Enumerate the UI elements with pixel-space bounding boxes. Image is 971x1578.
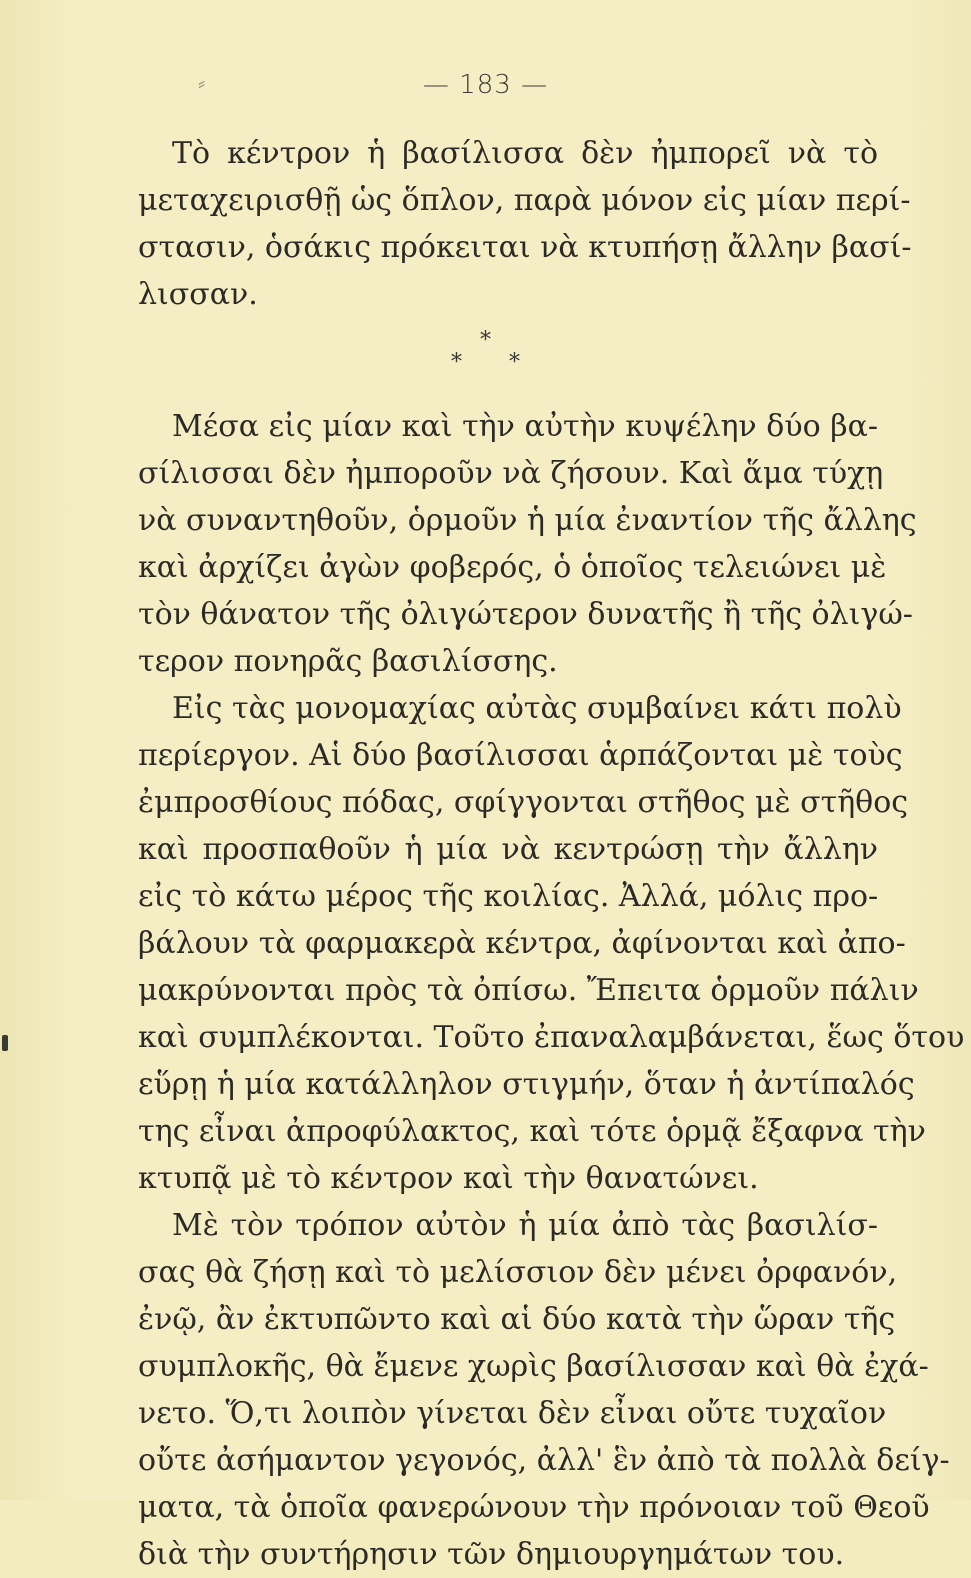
text-line: τερον πονηρᾶς βασιλίσσης.	[138, 644, 558, 679]
text-line: καὶ προσπαθοῦν ἡ μία νὰ κεντρώσῃ τὴν ἄλλην	[138, 832, 878, 867]
text-line: νετο. Ὅ,τι λοιπὸν γίνεται δὲν εἶναι οὔτε τυχαῖον	[138, 1396, 887, 1431]
text-line: βάλουν τὰ φαρμακερὰ κέντρα, ἀφίνονται καὶ ἀπο-	[138, 926, 906, 961]
text-line: καὶ ἀρχίζει ἀγὼν φοβερός, ὁ ὁποῖος τελειώνει μὲ	[138, 550, 887, 585]
paragraph-1	[138, 130, 912, 318]
text-line: εἰς τὸ κάτω μέρος τῆς κοιλίας. Ἀλλά, μόλις προ-	[138, 879, 879, 914]
text-line: Μέσα εἰς μίαν καὶ τὴν αὐτὴν κυψέλην δύο βα-	[172, 409, 878, 444]
corner-mark: ⸗	[198, 71, 206, 96]
text-line: εὕρῃ ἡ μία κατάλληλον στιγμήν, ὅταν ἡ ἀντίπαλός	[138, 1067, 915, 1102]
text-line: οὔτε ἀσήμαντον γεγονός, ἀλλ' ἓν ἀπὸ τὰ πολλὰ δείγ-	[138, 1443, 950, 1478]
page-number: — 183 —	[422, 70, 549, 100]
text-line: λισσαν.	[138, 277, 258, 312]
paragraph-4	[138, 1202, 950, 1578]
text-line: ἐμπροσθίους πόδας, σφίγγονται στῆθος μὲ στῆθος	[138, 785, 909, 820]
text-line: στασιν, ὁσάκις πρόκειται νὰ κτυπήσῃ ἄλλην βασί-	[138, 230, 912, 265]
text-line: ματα, τὰ ὁποῖα φανερώνουν τὴν πρόνοιαν τοῦ Θεοῦ	[138, 1490, 930, 1525]
text-line: κτυπᾷ μὲ τὸ κέντρον καὶ τὴν θανατώνει.	[138, 1161, 759, 1196]
asterism-bottom: * *	[451, 350, 540, 375]
text-line: συμπλοκῆς, θὰ ἔμενε χωρὶς βασίλισσαν καὶ θὰ ἐχά-	[138, 1349, 929, 1384]
text-line: περίεργον. Αἱ δύο βασίλισσαι ἁρπάζονται μὲ τοὺς	[138, 738, 903, 773]
text-line: Μὲ τὸν τρόπον αὐτὸν ἡ μία ἀπὸ τὰς βασιλίσ-	[172, 1208, 878, 1243]
text-line: της εἶναι ἀπροφύλακτος, καὶ τότε ὁρμᾷ ἔξαφνα τὴν	[138, 1114, 926, 1149]
text-line: Εἰς τὰς μονομαχίας αὐτὰς συμβαίνει κάτι πολὺ	[172, 691, 902, 726]
paragraph-2	[138, 403, 917, 685]
text-line: νὰ συναντηθοῦν, ὁρμοῦν ἡ μία ἐναντίον τῆς ἄλλης	[138, 503, 917, 538]
text-line: μεταχειρισθῇ ὡς ὅπλον, παρὰ μόνον εἰς μίαν περί-	[138, 183, 911, 218]
text-line: καὶ συμπλέκονται. Τοῦτο ἐπαναλαμβάνεται, ἕως ὅτου	[138, 1020, 965, 1055]
asterism-top: *	[480, 328, 491, 353]
body-text	[138, 403, 965, 1578]
section-asterism	[0, 330, 971, 374]
text-line: σας θὰ ζήσῃ καὶ τὸ μελίσσιον δὲν μένει ὀρφανόν,	[138, 1255, 898, 1290]
text-line: Τὸ κέντρον ἡ βασίλισσα δὲν ἠμπορεῖ νὰ τὸ	[172, 136, 878, 171]
text-line: διὰ τὴν συντήρησιν τῶν δημιουργημάτων του.	[138, 1537, 845, 1572]
text-line: ἐνῷ, ἂν ἐκτυπῶντο καὶ αἱ δύο κατὰ τὴν ὥραν τῆς	[138, 1302, 896, 1337]
paragraph-3	[138, 685, 965, 1202]
text-line: σίλισσαι δὲν ἠμποροῦν νὰ ζήσουν. Καὶ ἅμα τύχῃ	[138, 456, 884, 491]
margin-mark	[2, 1035, 8, 1051]
text-line: μακρύνονται πρὸς τὰ ὀπίσω. Ἔπειτα ὁρμοῦν πάλιν	[138, 973, 919, 1008]
text-line: τὸν θάνατον τῆς ὀλιγώτερον δυνατῆς ἢ τῆς ὀλιγώ-	[138, 597, 913, 632]
